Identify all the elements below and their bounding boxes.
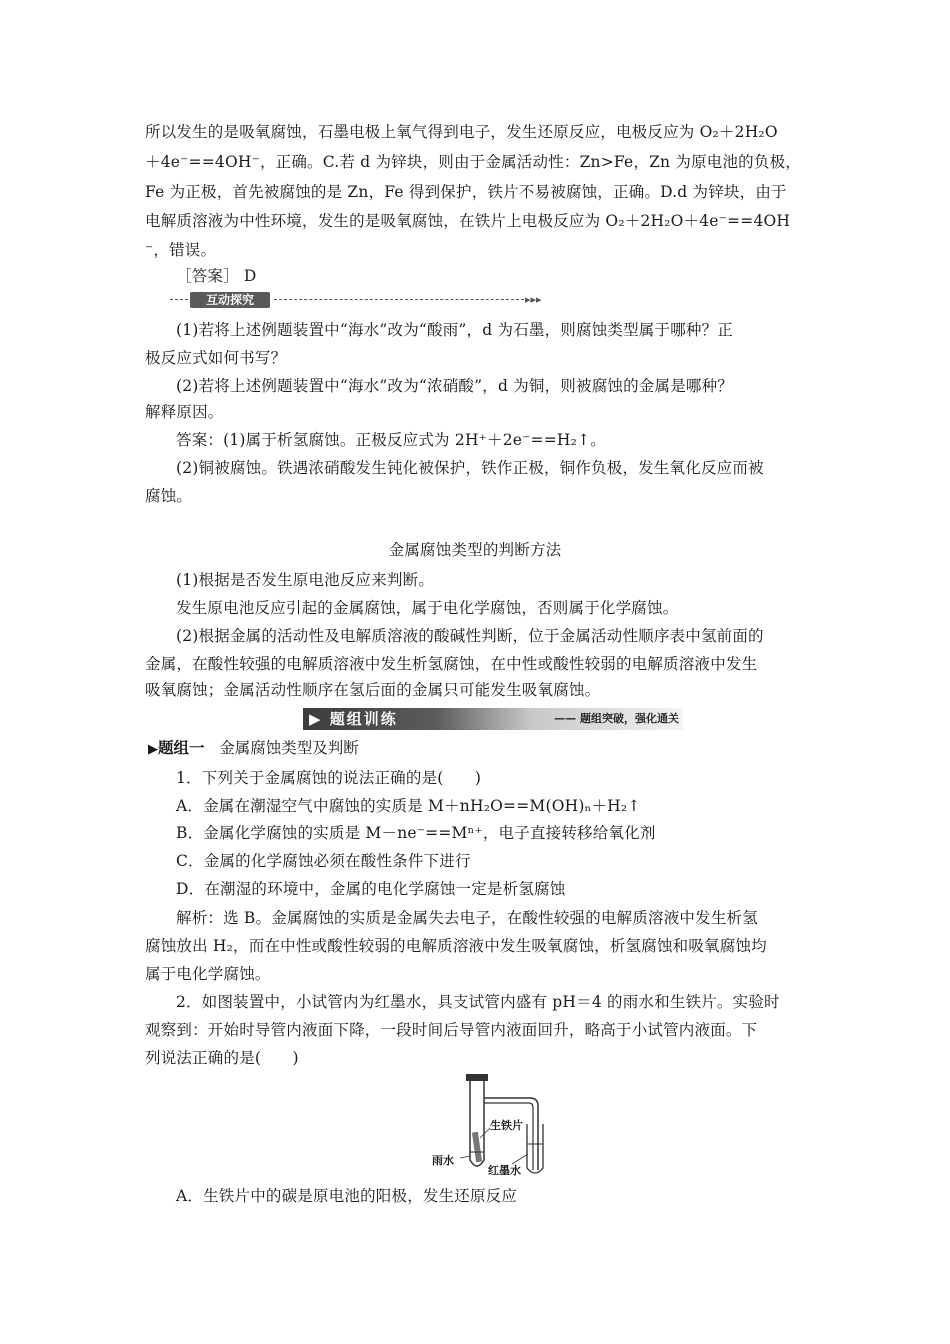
explanation-line-5: ⁻，错误。 xyxy=(145,241,217,259)
small-test-tube xyxy=(527,1124,543,1173)
explanation-line-1: 所以发生的是吸氧腐蚀，石墨电极上氧气得到电子，发生还原反应，电极反应为 O₂＋2H₂O xyxy=(145,123,778,141)
inquiry-answer-2-line-2: 腐蚀。 xyxy=(145,487,193,505)
q1-explanation-line-3: 属于电化学腐蚀。 xyxy=(145,965,271,983)
answer-line: ［答案］ D xyxy=(176,267,257,285)
q1-option-b: B．金属化学腐蚀的实质是 M－ne⁻==Mⁿ⁺，电子直接转移给氧化剂 xyxy=(176,824,656,842)
group-heading xyxy=(148,738,359,760)
method-p2: 发生原电池反应引起的金属腐蚀，属于电化学腐蚀，否则属于化学腐蚀。 xyxy=(176,599,679,617)
iron-piece xyxy=(472,1132,482,1163)
banner-subtitle: —— 题组突破，强化通关 xyxy=(554,712,679,725)
q2-stem-line-3: 列说法正确的是( ) xyxy=(145,1049,299,1067)
label-ink: 红墨水 xyxy=(488,1164,521,1177)
method-p3-line-3: 吸氧腐蚀；金属活动性顺序在氢后面的金属只可能发生吸氧腐蚀。 xyxy=(145,681,601,699)
leader-iron xyxy=(480,1128,490,1138)
q1-option-a: A．金属在潮湿空气中腐蚀的实质是 M＋nH₂O==M(OH)ₙ＋H₂↑ xyxy=(176,797,641,815)
q1-option-c: C．金属的化学腐蚀必须在酸性条件下进行 xyxy=(176,852,471,870)
leader-rain xyxy=(460,1156,470,1158)
method-p3-line-2: 金属，在酸性较强的电解质溶液中发生析氢腐蚀，在中性或酸性较弱的电解质溶液中发生 xyxy=(145,655,758,673)
inquiry-answer-2-line-1: (2)铜被腐蚀。铁遇浓硝酸发生钝化被保护，铁作正极，铜作负极，发生氧化反应而被 xyxy=(176,459,764,477)
explanation-line-2: ＋4e⁻==4OH⁻，正确。C.若 d 为锌块，则由于金属活动性：Zn>Fe，Zn 为原电池的负极， xyxy=(145,153,801,171)
group-marker-icon: ▶ xyxy=(148,742,158,757)
inquiry-tag-row xyxy=(170,292,560,308)
inquiry-tag: 互动探究 xyxy=(190,292,270,308)
q2-stem-line-2: 观察到：开始时导管内液面下降，一段时间后导管内液面回升，略高于小试管内液面。下 xyxy=(145,1021,758,1039)
inquiry-q2-line-2: 解释原因。 xyxy=(145,403,224,421)
banner-title: ▶ 题组训练 xyxy=(309,710,398,728)
inquiry-q2-line-1: (2)若将上述例题装置中“海水”改为“浓硝酸”，d 为铜，则被腐蚀的金属是哪种？ xyxy=(176,377,734,395)
side-arm-inner xyxy=(484,1103,533,1170)
inquiry-q1-line-2: 极反应式如何书写？ xyxy=(145,349,287,367)
inquiry-answer-1: 答案：(1)属于析氢腐蚀。正极反应式为 2H⁺＋2e⁻==H₂↑。 xyxy=(176,431,606,449)
apparatus-figure xyxy=(430,1072,570,1182)
q1-stem: 1．下列关于金属腐蚀的说法正确的是( ) xyxy=(176,769,482,787)
explanation-line-4: 电解质溶液为中性环境，发生的是吸氧腐蚀，在铁片上电极反应为 O₂＋2H₂O＋4e⁻==4OH xyxy=(145,212,791,230)
q1-explanation-line-2: 腐蚀放出 H₂，而在中性或酸性较弱的电解质溶液中发生吸氧腐蚀，析氢腐蚀和吸氧腐蚀均 xyxy=(145,937,767,955)
label-rain: 雨水 xyxy=(432,1154,454,1167)
explanation-line-3: Fe 为正极，首先被腐蚀的是 Zn，Fe 得到保护，铁片不易被腐蚀，正确。D.d 为锌块，由于 xyxy=(145,183,787,201)
method-p1: (1)根据是否发生原电池反应来判断。 xyxy=(176,571,435,589)
group-label: 题组一 xyxy=(158,739,205,757)
q1-explanation-line-1: 解析：选 B。金属腐蚀的实质是金属失去电子，在酸性较强的电解质溶液中发生析氢 xyxy=(176,909,758,927)
label-iron: 生铁片 xyxy=(490,1119,523,1132)
tag-dash-left xyxy=(170,299,188,300)
section-banner xyxy=(303,708,683,730)
side-arm-tube xyxy=(484,1098,538,1170)
tag-arrow-icon: ▸▸▸ xyxy=(525,293,542,306)
q2-option-a: A．生铁片中的碳是原电池的阳极，发生还原反应 xyxy=(176,1187,518,1205)
q1-option-d: D．在潮湿的环境中，金属的电化学腐蚀一定是析氢腐蚀 xyxy=(176,880,566,898)
stopper xyxy=(466,1074,488,1081)
group-name: 金属腐蚀类型及判断 xyxy=(219,739,359,757)
q2-stem-line-1: 2．如图装置中，小试管内为红墨水，具支试管内盛有 pH＝4 的雨水和生铁片。实验时 xyxy=(176,993,780,1011)
inquiry-q1-line-1: (1)若将上述例题装置中“海水”改为“酸雨”，d 为石墨，则腐蚀类型属于哪种？正 xyxy=(176,321,734,339)
method-title: 金属腐蚀类型的判断方法 xyxy=(388,541,562,559)
tag-dash-right xyxy=(274,299,524,300)
method-p3-line-1: (2)根据金属的活动性及电解质溶液的酸碱性判断，位于金属活动性顺序表中氢前面的 xyxy=(176,627,764,645)
